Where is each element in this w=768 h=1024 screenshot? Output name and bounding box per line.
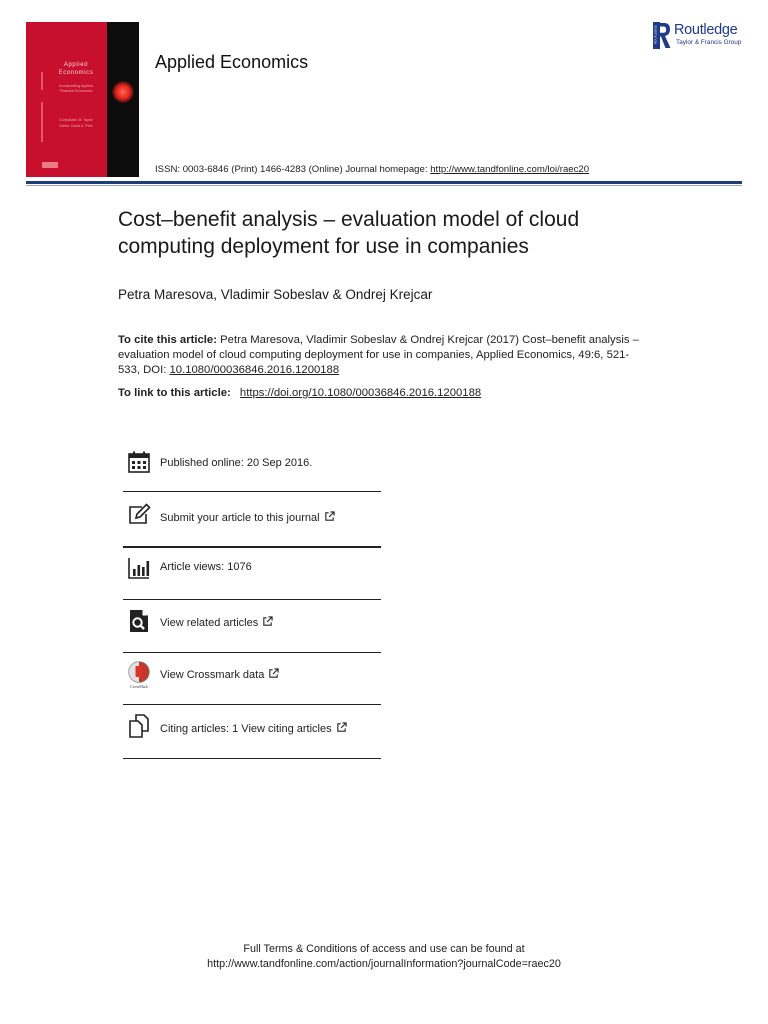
list-divider <box>123 758 381 759</box>
svg-text:ROUTLEDGE: ROUTLEDGE <box>653 25 658 44</box>
article-link-row <box>118 387 481 399</box>
list-item-published <box>123 440 381 492</box>
cover-publisher-logo <box>42 162 58 168</box>
published-label: Published online: 20 Sep 2016. <box>160 457 313 469</box>
svg-text:CrossMark: CrossMark <box>130 684 148 689</box>
cover-editor-line1: Consultant: M. Taylor <box>59 118 93 122</box>
cite-doi-link[interactable]: 10.1080/00036846.2016.1200188 <box>169 364 340 376</box>
routledge-mark-icon <box>653 22 671 49</box>
external-link-icon <box>262 616 273 627</box>
edit-icon <box>127 503 151 527</box>
related-articles-label: View related articles <box>160 617 259 629</box>
citing-articles-icon <box>127 714 151 738</box>
header-rule <box>26 181 742 184</box>
article-doi-link[interactable]: https://doi.org/10.1080/00036846.2016.1200188 <box>239 387 482 399</box>
footer-terms-text: Full Terms & Conditions of access and use can be found at <box>243 943 525 955</box>
crossmark-link[interactable] <box>160 668 279 681</box>
submit-article-label: Submit your article to this journal <box>160 512 320 524</box>
article-title: Cost–benefit analysis – evaluation model of cloud computing deployment for use in companies <box>118 208 580 258</box>
cover-title-line2: Economics <box>58 70 94 76</box>
citing-articles-link[interactable] <box>160 722 347 735</box>
cover-subtitle-line2: Financial Economics <box>59 89 93 93</box>
cover-subtitle-line1: Incorporating Applied <box>59 84 93 88</box>
journal-homepage-link[interactable]: http://www.tandfonline.com/loi/raec20 <box>430 164 590 175</box>
external-link-icon <box>268 668 279 679</box>
issn-text: ISSN: 0003-6846 (Print) 1466-4283 (Online) Journal homepage: <box>155 164 431 175</box>
calendar-icon <box>127 450 151 474</box>
cover-editor-line2: Editor: David A. Peel <box>59 124 93 128</box>
header-rule-thin <box>26 185 742 186</box>
cite-label: To cite this article: <box>118 334 217 346</box>
search-document-icon <box>127 609 151 633</box>
cover-glow <box>112 81 134 103</box>
external-link-icon <box>336 722 347 733</box>
related-articles-link[interactable] <box>160 616 273 629</box>
article-views-label: Article views: 1076 <box>160 561 252 573</box>
list-item-crossmark[interactable] <box>123 653 381 705</box>
list-item-citing[interactable] <box>123 705 381 759</box>
crossmark-icon <box>127 661 151 689</box>
link-label: To link to this article: <box>118 387 231 399</box>
publisher-group: Taylor & Francis Group <box>676 39 742 46</box>
citing-articles-label: Citing articles: 1 View citing articles <box>160 723 332 735</box>
footer-terms-link[interactable]: http://www.tandfonline.com/action/journalInformation?journalCode=raec20 <box>207 958 561 970</box>
issn-line <box>155 164 589 175</box>
list-item-views <box>123 548 381 600</box>
routledge-logo[interactable] <box>653 22 745 50</box>
publisher-name: Routledge <box>674 22 738 38</box>
list-divider <box>123 491 381 492</box>
crossmark-label: View Crossmark data <box>160 669 265 681</box>
cover-title-line1: Applied <box>63 62 89 68</box>
list-item-related[interactable] <box>123 600 381 653</box>
bar-chart-icon <box>127 556 151 580</box>
journal-title: Applied Economics <box>155 52 309 72</box>
footer <box>0 942 768 972</box>
article-authors: Petra Maresova, Vladimir Sobeslav & Ondrej Krejcar <box>118 287 433 302</box>
journal-cover-image <box>26 22 139 177</box>
list-item-submit[interactable] <box>123 495 381 548</box>
citation-block <box>118 333 648 378</box>
submit-article-link[interactable] <box>160 511 335 524</box>
external-link-icon <box>324 511 335 522</box>
cite-text: Petra Maresova, Vladimir Sobeslav & Ondrej Krejcar (2017) Cost–benefit analysis – evaluation model of cloud computing deployment for use in companies, Applied Economics, 49:6, 521-533, DOI: <box>118 334 639 376</box>
